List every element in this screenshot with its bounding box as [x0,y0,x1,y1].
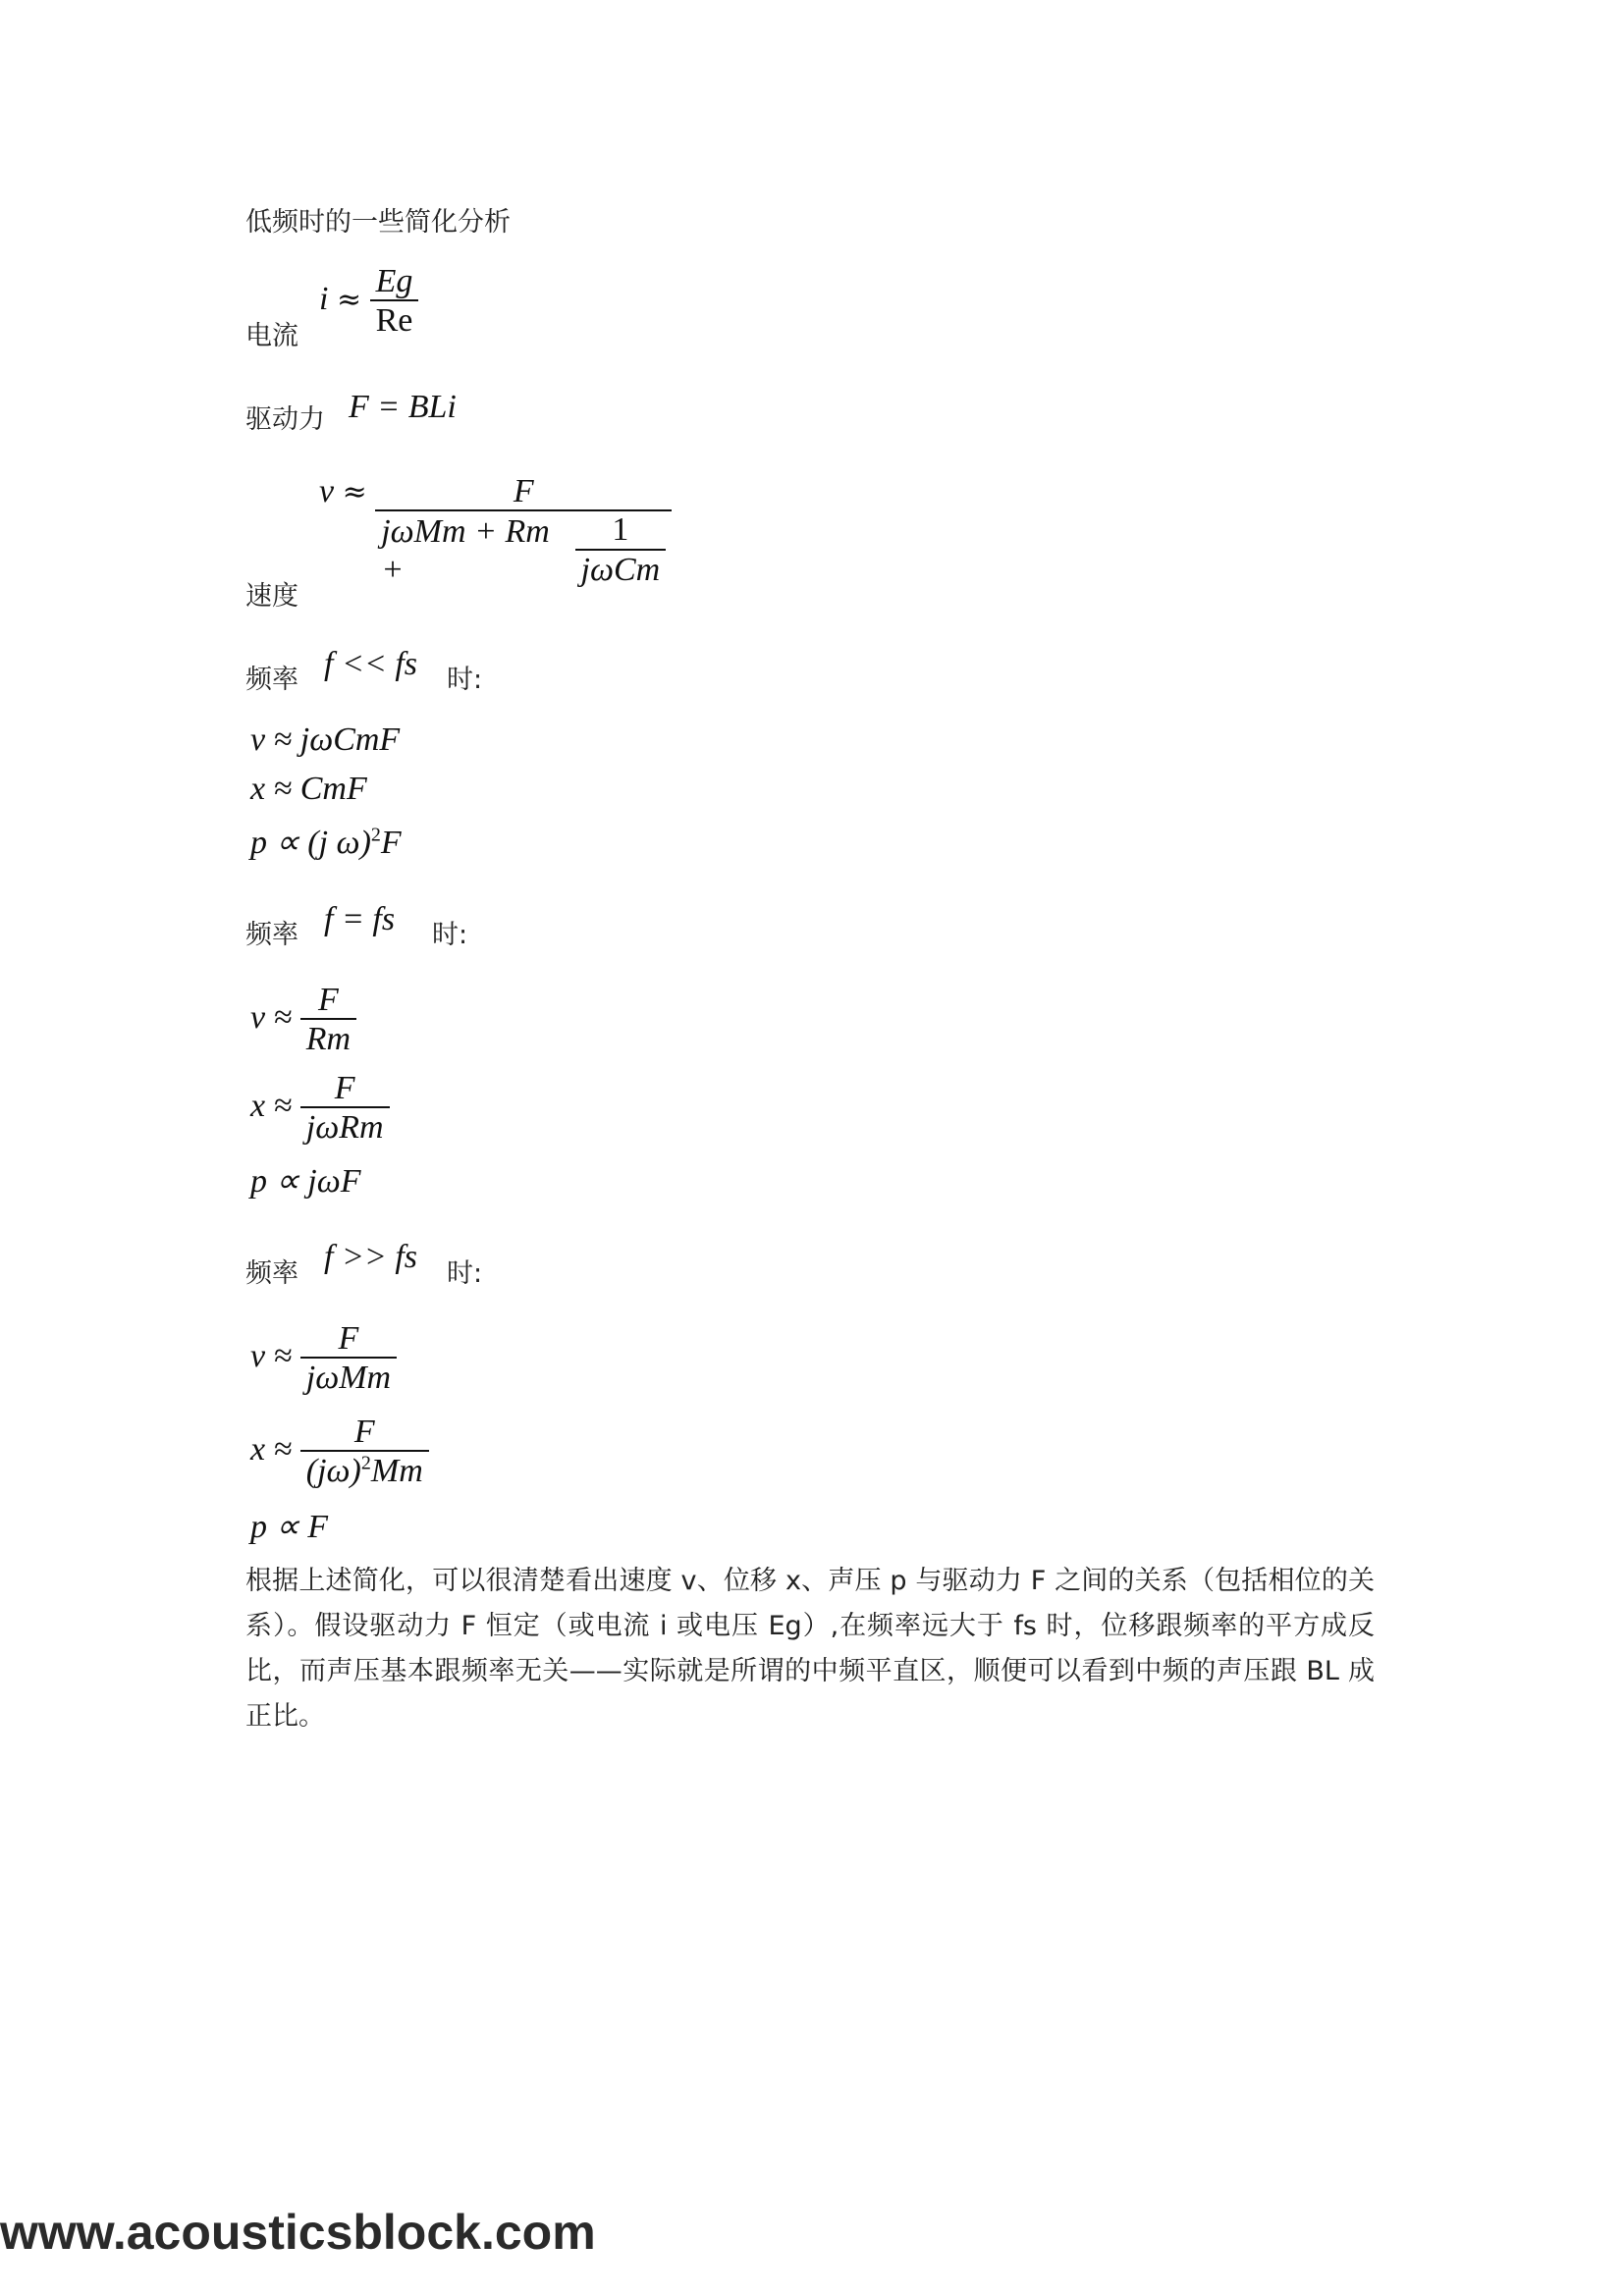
high-velocity: v ≈ $\frac{F}{\text{jωMm}}$ [250,1320,397,1397]
high-pressure: p ∝ F [250,1509,329,1545]
condition-high-expr: f >> fs [324,1239,418,1275]
low-velocity: v ≈ jωCmF [250,721,401,758]
force-formula: F = BLi [349,389,457,425]
force-label: 驱动力 [245,404,325,435]
condition-eq-expr: f = fs [324,901,396,937]
site-watermark: www.acousticsblock.com [0,2205,596,2260]
velocity-fraction: F jωMm + Rm + $\frac{1}{\text{jωCm}}$ [375,473,672,589]
condition-low-expr: f << fs [324,646,418,682]
condition-high-suffix: 时: [447,1258,483,1289]
condition-low-label: 频率 [245,665,298,695]
low-pressure: p ∝ (j ω)$^2$F [250,824,402,861]
condition-eq-label: 频率 [245,920,298,950]
section-heading: 低频时的一些简化分析 [245,207,511,238]
eq-displacement: x ≈ $\frac{F}{\text{jωRm}}$ [250,1070,390,1147]
conclusion-paragraph: 根据上述简化，可以很清楚看出速度 v、位移 x、声压 p 与驱动力 F 之间的关系（包括相位的关系）。假设驱动力 F 恒定（或电流 i 或电压 Eg）,在频率远大于 fs 时，位移跟频率的平方成反比，而声压基本跟频率无关——实际就是所谓的中频平直区，顺便可以看到中频的声压跟 BL 成正比。 [245,1566,1375,1732]
eq-pressure: p ∝ jωF [250,1163,361,1200]
condition-high-label: 频率 [245,1258,298,1289]
current-fraction: $\frac{Eg}{Re}$ [370,263,419,340]
velocity-label: 速度 [245,581,298,612]
current-formula: i ≈ $\frac{Eg}{Re}$ [319,263,418,340]
low-displacement: x ≈ CmF [250,771,367,807]
current-label: 电流 [245,321,298,351]
high-displacement: x ≈ $\frac{F}{(j\omega)^2Mm}$ [250,1414,429,1490]
condition-eq-suffix: 时: [432,920,468,950]
condition-low-suffix: 时: [447,665,483,695]
eq-velocity: v ≈ $\frac{F}{Rm}$ [250,982,356,1058]
velocity-formula: v ≈ F jωMm + Rm + $\frac{1}{\text{jωCm}}$ [319,473,672,589]
